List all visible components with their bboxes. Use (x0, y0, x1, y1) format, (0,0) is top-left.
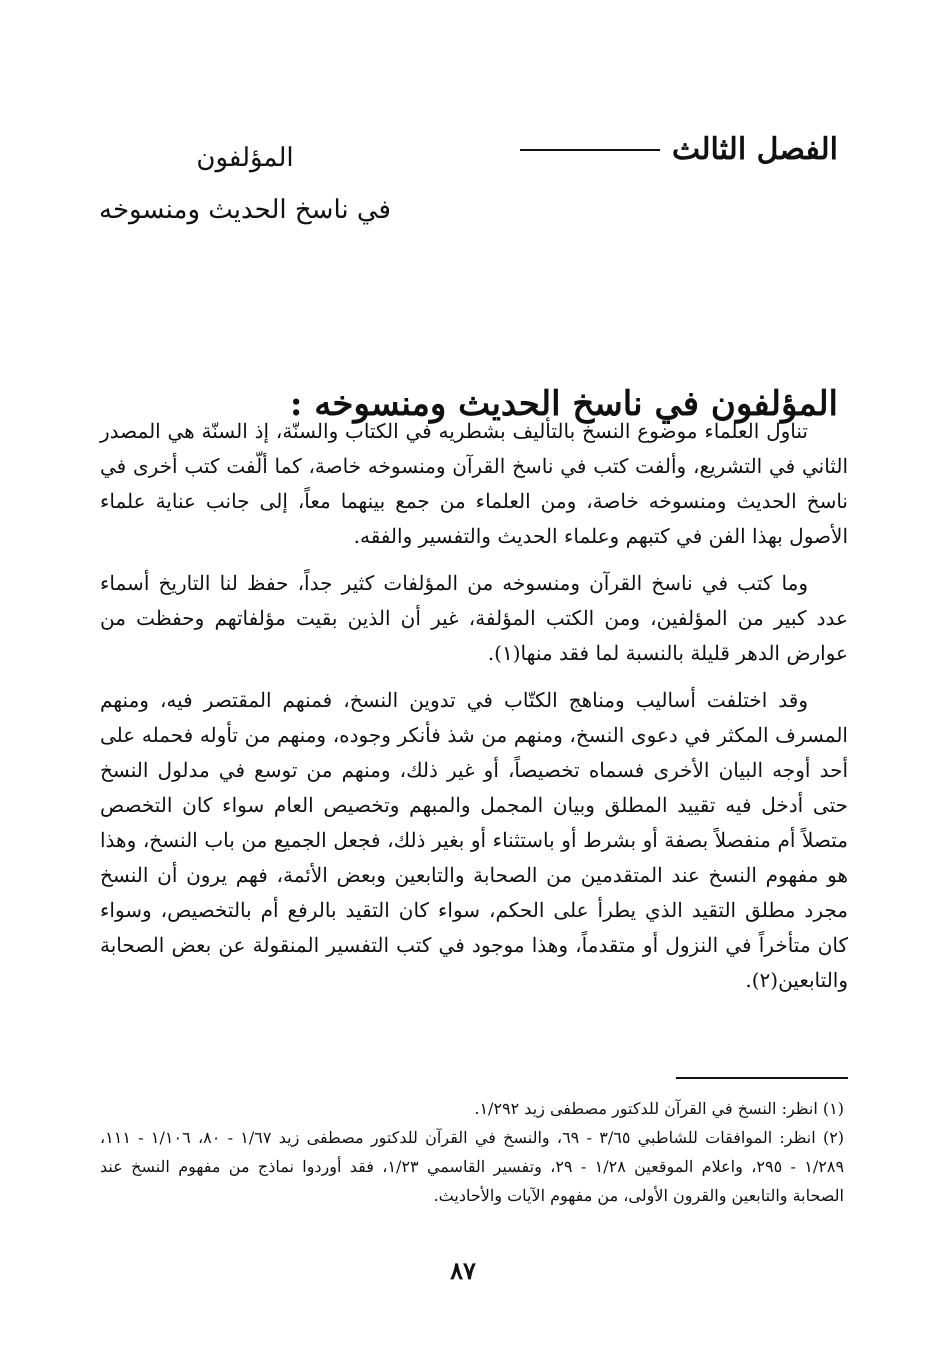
running-title (95, 132, 395, 236)
chapter-header (520, 132, 838, 167)
chapter-rule (520, 149, 660, 151)
paragraph-2: وما كتب في ناسخ القرآن ومنسوخه من المؤلفات كثير جداً، حفظ لنا التاريخ أسماء عدد كبير من المؤلفين، ومن الكتب المؤلفة، غير أن الذين بقيت مؤلفاتهم وحفظت من عوارض الدهر قليلة بالنسبة لما فقد منها(١). (100, 571, 848, 665)
page-number: ٨٧ (450, 1256, 476, 1285)
paragraph-1: تناول العلماء موضوع النسخ بالتأليف بشطريه في الكتاب والسنّة، إذ السنّة هي المصدر الثاني في التشريع، وألفت كتب في ناسخ القرآن ومنسوخه خاصة، كما ألّفت كتب أخرى في ناسخ الحديث ومنسوخه خاصة، ومن العلماء من جمع بينهما معاً، إلى جانب عناية علماء الأصول بهذا الفن في كتبهم وعلماء الحديث والتفسير والفقه. (100, 419, 848, 548)
footnote-separator (676, 1077, 848, 1079)
footnote-2: (٢) انظر: الموافقات للشاطبي ٣/٦٥ - ٦٩، والنسخ في القرآن للدكتور مصطفى زيد ١/٦٧ - ٨٠، ١/١٠٦ - ١١١، ١/٢٨٩ - ٢٩٥، واعلام الموقعين ١/٢٨ - ٢٩، وتفسير القاسمي ١/٢٣، فقد أوردوا نماذج من مفهوم النسخ عند الصحابة والتابعين والقرون الأولى، من مفهوم الآيات والأحاديث. (100, 1128, 845, 1205)
section-heading: المؤلفون في ناسخ الحديث ومنسوخه : (289, 384, 838, 425)
footnotes (100, 1094, 844, 1210)
running-title-line-2: في ناسخ الحديث ومنسوخه (99, 195, 391, 225)
chapter-label: الفصل الثالث (671, 132, 838, 167)
body-text (100, 414, 848, 1010)
footnote-1: (١) انظر: النسخ في القرآن للدكتور مصطفى زيد ١/٢٩٢. (474, 1099, 844, 1118)
running-title-line-1: المؤلفون (196, 143, 294, 173)
paragraph-3: وقد اختلفت أساليب ومناهج الكتّاب في تدوين النسخ، فمنهم المقتصر فيه، ومنهم المسرف المكثر في دعوى النسخ، ومنهم من شذ فأنكر وجوده، ومنهم من تأوله فحمله على أحد أوجه البيان الأخرى فسماه تخصيصاً، أو غير ذلك، ومنهم من توسع في مدلول النسخ حتى أدخل فيه تقييد المطلق وبيان المجمل والمبهم وتخصيص العام سواء كان التخصص متصلاً أم منفصلاً بصفة أو بشرط أو باستثناء أو بغير ذلك، فجعل الجميع من باب النسخ، وهذا هو مفهوم النسخ عند المتقدمين من الصحابة والتابعين وبعض الأئمة، فهم يرون أن النسخ مجرد مطلق التقيد الذي يطرأ على الحكم، سواء كان التقيد بالرفع أم بالتخصيص، وسواء كان متأخراً في النزول أو متقدماً، وهذا موجود في كتب التفسير المنقولة عن بعض الصحابة والتابعين(٢). (100, 688, 848, 992)
